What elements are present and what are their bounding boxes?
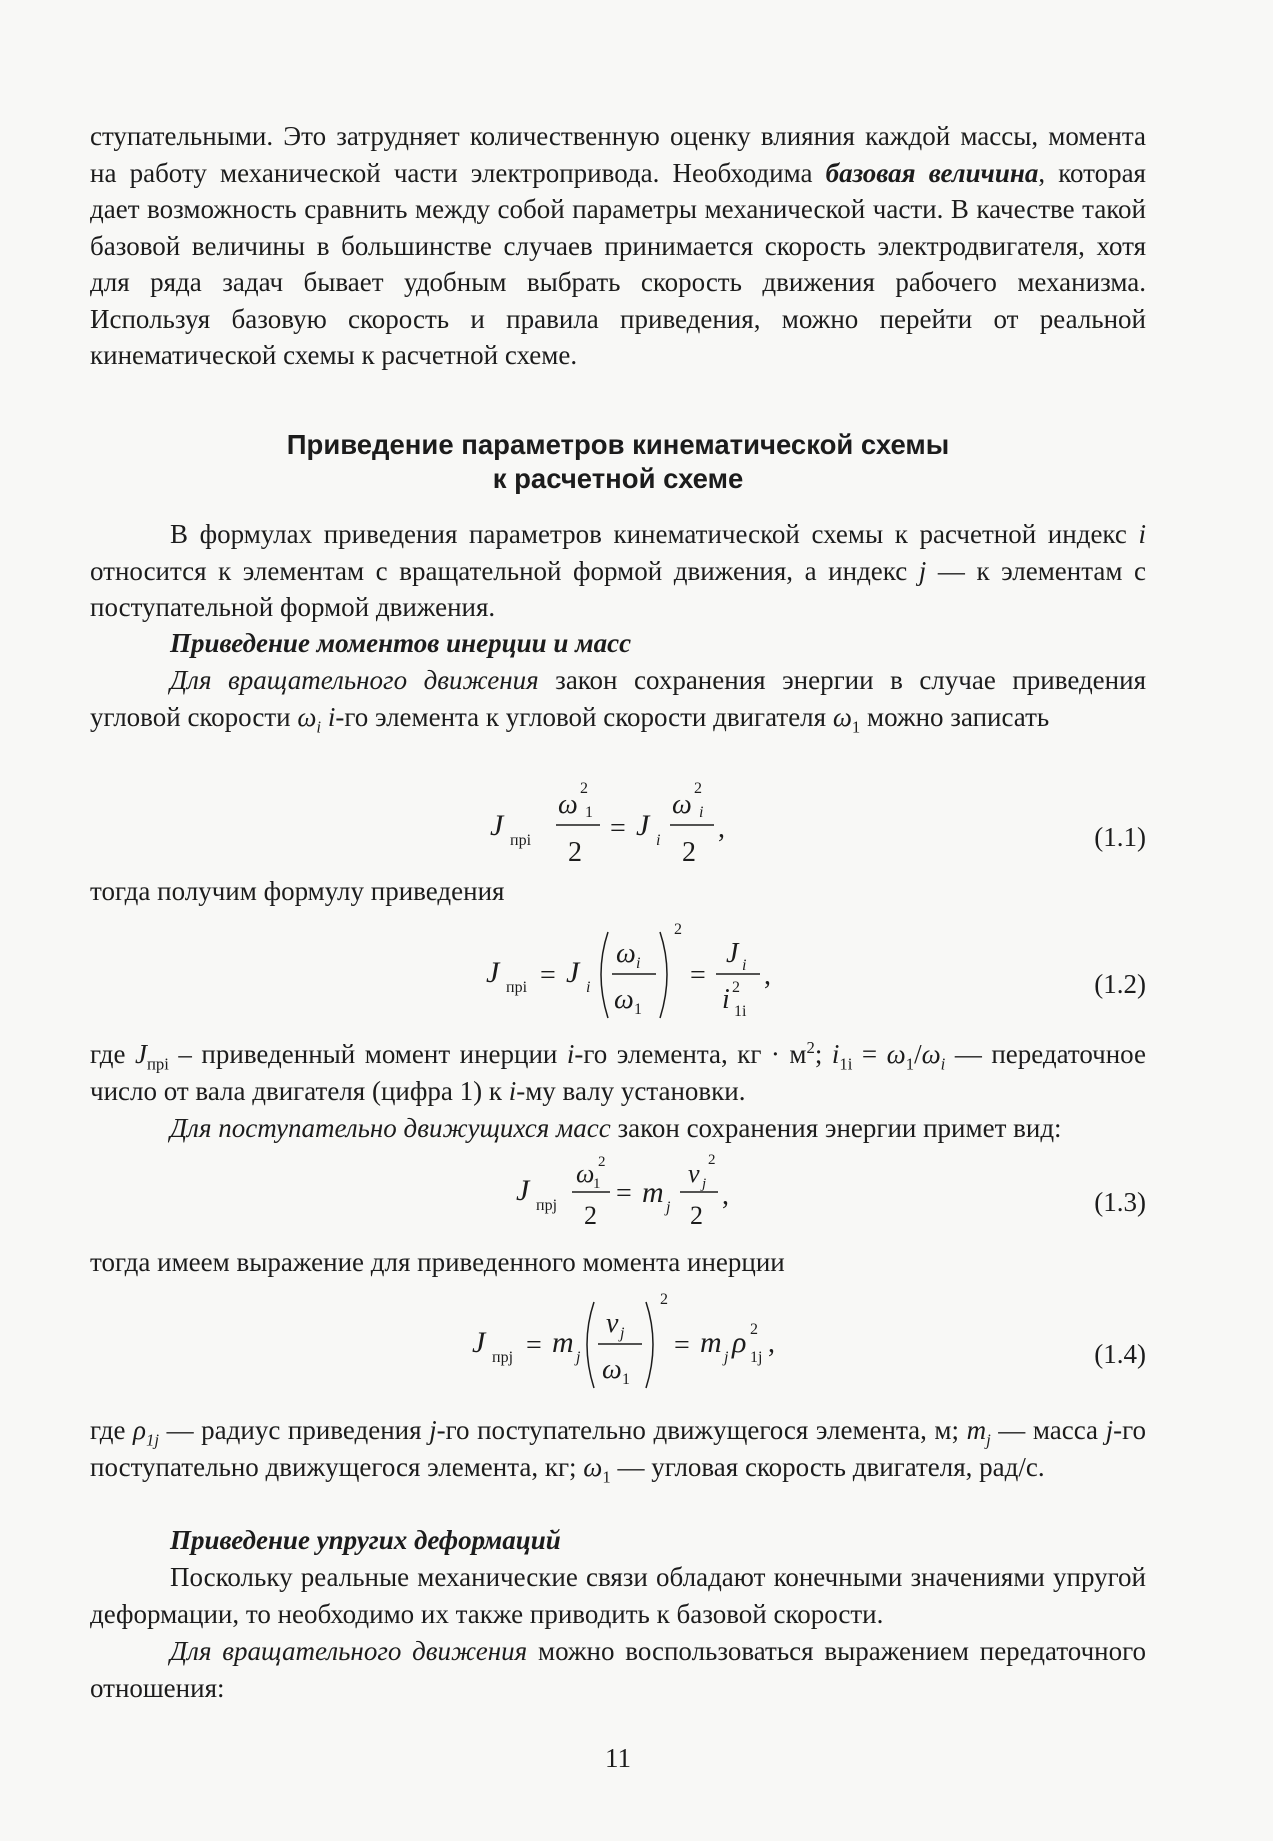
svg-text:ω: ω — [602, 1354, 622, 1385]
svg-text:2: 2 — [580, 780, 588, 797]
svg-text:ω: ω — [672, 789, 692, 820]
equation-1-1-number: (1.1) — [1094, 822, 1146, 852]
svg-text:J: J — [636, 809, 650, 842]
svg-text:1i: 1i — [734, 1003, 747, 1020]
svg-text:1j: 1j — [750, 1349, 763, 1366]
svg-text:ω: ω — [616, 938, 636, 969]
svg-text:=: = — [690, 960, 706, 991]
svg-text:J: J — [516, 1174, 530, 1207]
paragraph-reduction-formula: тогда получим формулу приведения — [90, 876, 505, 906]
svg-text:j: j — [666, 1199, 671, 1216]
svg-text:2: 2 — [674, 921, 682, 938]
svg-text:i: i — [722, 984, 730, 1015]
svg-text:2: 2 — [568, 837, 582, 868]
svg-text:ω: ω — [558, 789, 578, 820]
svg-text:J: J — [566, 956, 580, 989]
svg-text:J: J — [490, 809, 504, 842]
svg-text:прj: прj — [492, 1349, 514, 1366]
section-heading — [90, 428, 1146, 496]
svg-text:1: 1 — [622, 1371, 630, 1388]
svg-text:J: J — [486, 956, 500, 989]
svg-text:2: 2 — [690, 1201, 703, 1230]
svg-text:=: = — [674, 1330, 690, 1361]
paragraph-elastic: Поскольку реальные механические связи обладают конечными значениями упругой деформации, то необходимо их также приводить к базовой скорости. — [90, 1562, 1146, 1629]
svg-text:J: J — [726, 938, 739, 969]
equation-1-1 — [90, 775, 1146, 885]
paragraph-reduced-moment: где $J_{прi}$ – приведенный момент инерции i-го элемента, кг · $м^2$; $i_{1i} = \omega_1/\omega_i$ — передаточное число от вала двигателя (цифра 1) к i-му валу установки. — [90, 1038, 1146, 1106]
svg-text:i: i — [636, 955, 641, 972]
svg-text:j: j — [620, 1325, 625, 1342]
svg-text:=: = — [526, 1330, 542, 1361]
equation-1-3-number: (1.3) — [1094, 1187, 1146, 1217]
equation-1-4-formula — [90, 1290, 1146, 1400]
page-number: 11 — [605, 1743, 631, 1773]
svg-text:m: m — [642, 1176, 664, 1209]
svg-text:ω: ω — [576, 1159, 595, 1188]
equation-1-4 — [90, 1290, 1146, 1400]
svg-text:=: = — [540, 960, 556, 991]
paragraph-intro: ступательными. Это затрудняет количественную оценку влияния каждой массы, момента на работу механической части электропривода. Необходима базовая величина, которая дает возможность сравнить между собой параметры механической части. В качестве такой базовой величины в большинстве случаев принимается скорость электродвигателя, хотя для ряда задач бывает удобным выбрать скорость движения рабочего механизма. Используя базовую скорость и правила приведения, можно перейти от реальной кинематической схемы к расчетной схеме. — [90, 121, 1146, 370]
svg-text:m: m — [700, 1326, 722, 1359]
svg-text:прi: прi — [510, 832, 532, 849]
paragraph-rotational: Для вращательного движения закон сохранения энергии в случае приведения угловой скорости $\omega_i$ i-го элемента к угловой скорости двигателя $\omega_1$ можно записать — [90, 665, 1146, 736]
section-heading-line1: Приведение параметров кинематической схемы — [286, 429, 950, 460]
svg-text:,: , — [718, 813, 725, 844]
svg-text:2: 2 — [682, 837, 696, 868]
svg-text:2: 2 — [694, 780, 702, 797]
paragraph-gear-ratio: Для вращательного движения можно воспользоваться выражением передаточного отношения: — [90, 1636, 1146, 1703]
svg-text:2: 2 — [750, 1321, 758, 1338]
svg-text:2: 2 — [584, 1201, 597, 1230]
svg-text:ω: ω — [614, 984, 634, 1015]
equation-1-3-formula — [90, 1148, 1146, 1238]
svg-text:m: m — [552, 1326, 574, 1359]
svg-text:2: 2 — [660, 1291, 668, 1308]
svg-text:=: = — [610, 813, 626, 844]
svg-text:i: i — [656, 832, 661, 849]
paragraph-radius: где $\rho_{1j}$ — радиус приведения j-го поступательно движущегося элемента, м; $m_j$ — масса j-го поступательно движущегося элемента, кг; $\omega_1$ — угловая скорость двигателя, рад/с. — [90, 1415, 1147, 1486]
svg-text:,: , — [764, 960, 771, 991]
equation-1-2-formula — [90, 918, 1146, 1028]
svg-text:j: j — [576, 1349, 581, 1366]
subheading-elastic: Приведение упругих деформаций — [170, 1525, 561, 1555]
svg-text:J: J — [472, 1326, 486, 1359]
svg-text:j: j — [702, 1176, 707, 1192]
svg-text:2: 2 — [598, 1154, 606, 1170]
paragraph-translational: Для поступательно движущихся масс закон сохранения энергии примет вид: — [170, 1113, 1062, 1143]
svg-text:1: 1 — [593, 1176, 601, 1192]
svg-text:v: v — [606, 1308, 619, 1339]
svg-text:i: i — [742, 957, 747, 974]
svg-text:прj: прj — [536, 1197, 558, 1214]
equation-1-2 — [90, 918, 1146, 1028]
svg-text:i: i — [699, 804, 704, 821]
svg-text:2: 2 — [708, 1152, 716, 1168]
svg-text:2: 2 — [732, 979, 740, 996]
svg-text:прi: прi — [506, 979, 528, 996]
svg-text:i: i — [586, 979, 591, 996]
svg-text:j: j — [724, 1349, 729, 1366]
section-heading-line2: к расчетной схеме — [492, 463, 744, 494]
equation-1-3 — [90, 1148, 1146, 1238]
equation-1-4-number: (1.4) — [1094, 1339, 1146, 1369]
svg-text:1: 1 — [634, 1001, 642, 1018]
svg-text:ρ: ρ — [732, 1326, 747, 1359]
svg-text:=: = — [616, 1178, 632, 1209]
paragraph-indices: В формулах приведения параметров кинематической схемы к расчетной индекс i относится к элементам с вращательной формой движения, а индекс j — к элементам с поступательной формой движения. — [90, 519, 1146, 622]
equation-1-2-number: (1.2) — [1094, 969, 1146, 999]
svg-text:,: , — [722, 1180, 729, 1211]
svg-text:v: v — [688, 1159, 700, 1188]
paragraph-reduced-inertia: тогда имеем выражение для приведенного момента инерции — [90, 1247, 785, 1277]
svg-text:,: , — [768, 1328, 775, 1359]
equation-1-1-formula — [90, 775, 1146, 885]
svg-text:1: 1 — [585, 804, 593, 821]
subheading-inertia: Приведение моментов инерции и масс — [170, 628, 632, 658]
